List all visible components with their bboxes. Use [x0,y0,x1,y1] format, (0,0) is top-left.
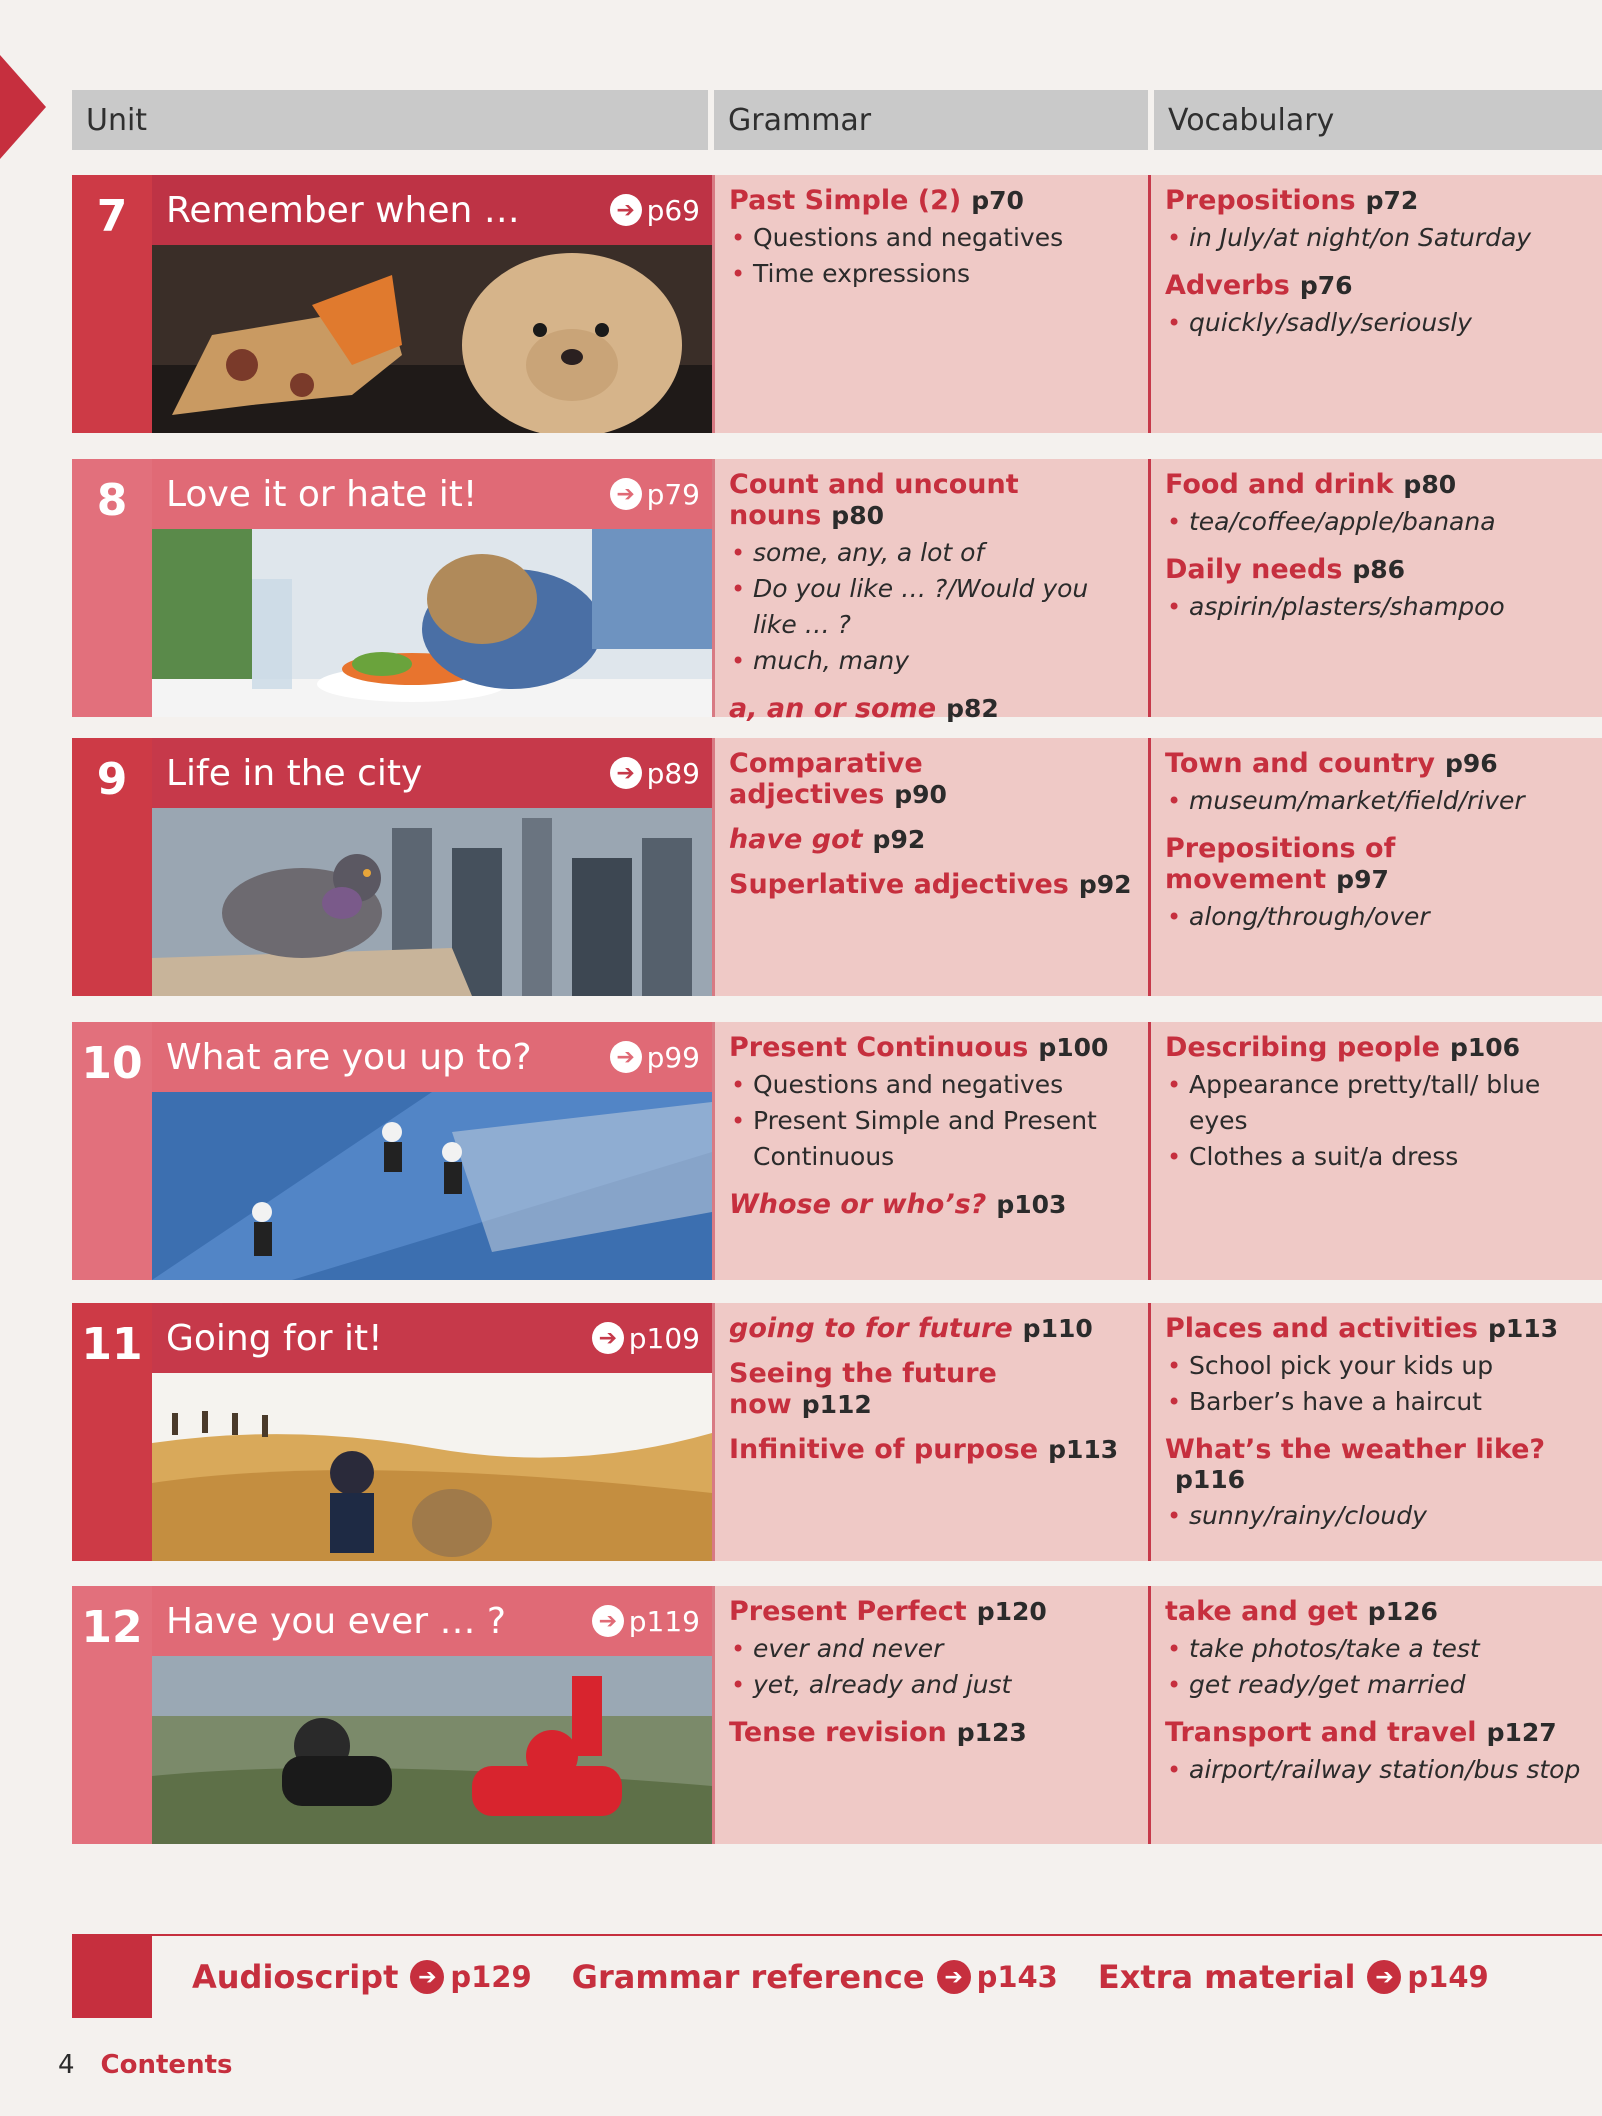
reference-bar [72,1934,1602,2018]
unit-row [72,459,1602,724]
vocab-title: Transport and travel [1165,1717,1477,1748]
vocab-entry[interactable] [1165,748,1588,819]
vocab-page: p126 [1367,1597,1438,1626]
list-item: • much, many [729,643,1134,679]
pigeon-city-photo [152,808,712,996]
vocab-page: p76 [1299,271,1353,300]
vocab-entry[interactable] [1165,185,1588,256]
page-footer [58,2050,232,2080]
unit-title: Remember when … [166,189,520,231]
unit-page: p99 [646,1040,700,1074]
extra-material-link[interactable] [1098,1958,1489,1996]
unit-cell[interactable] [72,738,712,996]
grammar-title: Count and uncount nouns [729,469,1019,531]
grammar-entry[interactable] [729,1032,1134,1175]
unit-page: p89 [646,756,700,790]
vocab-entry[interactable] [1165,1032,1588,1175]
unit-cell[interactable] [72,1303,712,1561]
corner-arrow-decoration [0,55,46,159]
list-item: • tea/coffee/apple/banana [1165,504,1588,540]
page-number: 4 [58,2050,75,2080]
vocabulary-cell [1148,175,1602,433]
unit-title: Have you ever … ? [166,1600,507,1642]
arrow-right-icon: ➔ [610,1041,642,1073]
vocab-entry[interactable] [1165,1313,1588,1420]
reference-page: p149 [1407,1960,1489,1994]
toys-photo [152,245,712,433]
grammar-page: p92 [872,825,926,854]
girl-food-photo [152,529,712,717]
arrow-right-icon: ➔ [610,194,642,226]
vocab-title: Places and activities [1165,1313,1479,1344]
grammar-entry[interactable] [729,824,1134,855]
vocab-page: p116 [1175,1465,1246,1494]
list-item: • Barber’s have a haircut [1165,1384,1588,1420]
grammar-title: Past Simple (2) [729,185,962,216]
list-item: • Clothes a suit/a dress [1165,1139,1588,1175]
reference-bar-block [72,1936,152,2018]
unit-page: p119 [628,1604,700,1638]
unit-row [72,1303,1602,1561]
unit-page: p79 [646,477,700,511]
list-item: • museum/market/field/river [1165,783,1588,819]
vocab-page: p80 [1403,470,1457,499]
audioscript-link[interactable] [192,1958,532,1996]
grammar-cell [712,1303,1148,1561]
header-unit: Unit [72,90,708,150]
list-item: • ever and never [729,1631,1134,1667]
list-item: • quickly/sadly/seriously [1165,305,1588,341]
desert-camels-photo [152,1373,712,1561]
grammar-title: have got [729,824,863,855]
unit-photo [152,245,712,433]
list-item: • Time expressions [729,256,1134,292]
grammar-page: p112 [801,1390,872,1419]
grammar-page: p123 [956,1718,1027,1747]
unit-photo [152,1656,712,1844]
list-item: • airport/railway station/bus stop [1165,1752,1588,1788]
grammar-entry[interactable] [729,1189,1134,1220]
list-item: • aspirin/plasters/shampoo [1165,589,1588,625]
grammar-title: Seeing the future now [729,1358,997,1420]
grammar-page: p100 [1038,1033,1109,1062]
list-item: • in July/at night/on Saturday [1165,220,1588,256]
unit-photo [152,1373,712,1561]
grammar-reference-link[interactable] [572,1958,1058,1996]
vocabulary-cell [1148,1022,1602,1280]
grammar-entry[interactable] [729,1313,1134,1344]
vocabulary-cell [1148,1586,1602,1844]
unit-number: 10 [72,1022,152,1280]
list-item: • Appearance pretty/tall/ blue eyes [1165,1067,1588,1139]
arrow-right-icon: ➔ [1367,1960,1401,1994]
list-item: • yet, already and just [729,1667,1134,1703]
arrow-right-icon: ➔ [592,1605,624,1637]
grammar-page: p103 [996,1190,1067,1219]
grammar-entry[interactable] [729,1596,1134,1703]
unit-cell[interactable] [72,175,712,433]
grammar-entry[interactable] [729,869,1134,900]
unit-photo [152,808,712,996]
grammar-page: p110 [1022,1314,1093,1343]
header-grammar: Grammar [714,90,1148,150]
list-item: • Do you like … ?/Would you like … ? [729,571,1134,643]
grammar-title: Present Continuous [729,1032,1029,1063]
vocab-page: p86 [1352,555,1406,584]
unit-photo [152,1092,712,1280]
grammar-title: Comparative adjectives [729,748,923,810]
grammar-title: Superlative adjectives [729,869,1069,900]
unit-page-link[interactable] [610,194,700,227]
unit-number: 9 [72,738,152,996]
vocab-entry[interactable] [1165,833,1588,935]
grammar-title: a, an or some [729,693,937,724]
grammar-entry[interactable] [729,693,1134,724]
arrow-right-icon: ➔ [610,478,642,510]
grammar-cell [712,1586,1148,1844]
vocabulary-cell [1148,1303,1602,1561]
vocab-page: p106 [1449,1033,1521,1062]
grammar-page: p70 [971,186,1024,215]
grammar-page: p82 [946,694,999,723]
table-header [72,90,1602,150]
unit-number: 12 [72,1586,152,1844]
unit-photo [152,529,712,717]
vocab-title: Town and country [1165,748,1435,779]
vocab-page: p97 [1336,865,1389,894]
unit-page-link[interactable] [610,478,700,511]
grammar-title: Present Perfect [729,1596,967,1627]
unit-number: 11 [72,1303,152,1561]
unit-page: p69 [646,193,700,227]
vocab-title: Adverbs [1165,270,1290,301]
grammar-page: p90 [894,780,947,809]
skydivers-photo [152,1656,712,1844]
list-item: • along/through/over [1165,899,1588,935]
unit-page-link[interactable] [610,757,700,790]
unit-title: Love it or hate it! [166,473,478,515]
vocabulary-cell [1148,738,1602,996]
arrow-right-icon: ➔ [592,1322,624,1354]
list-item: • sunny/rainy/cloudy [1165,1498,1588,1534]
grammar-entry[interactable] [729,1434,1134,1465]
unit-title: Life in the city [166,752,423,794]
unit-row [72,1022,1602,1280]
vocab-entry[interactable] [1165,469,1588,540]
vocab-entry[interactable] [1165,1717,1588,1788]
grammar-page: p80 [831,501,884,530]
list-item: • School pick your kids up [1165,1348,1588,1384]
unit-title: What are you up to? [166,1036,532,1078]
unit-number: 8 [72,459,152,717]
grammar-entry[interactable] [729,1358,1134,1420]
unit-row [72,175,1602,433]
list-item: • get ready/get married [1165,1667,1588,1703]
grammar-title: going to for future [729,1313,1013,1344]
grammar-page: p120 [976,1597,1047,1626]
vocab-entry[interactable] [1165,1596,1588,1703]
grammar-entry[interactable] [729,185,1134,292]
grammar-cell [712,175,1148,433]
vocab-page: p113 [1488,1314,1559,1343]
unit-cell[interactable] [72,1586,712,1844]
unit-title: Going for it! [166,1317,383,1359]
grammar-title: Tense revision [729,1717,947,1748]
unit-cell[interactable] [72,1022,712,1280]
arrow-right-icon: ➔ [937,1960,971,1994]
list-item: • Present Simple and Present Continuous [729,1103,1134,1175]
header-vocabulary: Vocabulary [1154,90,1602,150]
vocab-entry[interactable] [1165,1434,1588,1534]
grammar-entry[interactable] [729,469,1134,679]
arrow-right-icon: ➔ [610,757,642,789]
unit-cell[interactable] [72,459,712,717]
unit-page-link[interactable] [610,1041,700,1074]
grammar-page: p92 [1078,870,1132,899]
vocab-title: Prepositions of movement [1165,833,1396,895]
arrow-right-icon: ➔ [410,1960,444,1994]
reference-page: p129 [450,1960,532,1994]
vocab-title: take and get [1165,1596,1358,1627]
reference-label: Audioscript [192,1958,399,1996]
unit-row [72,738,1602,996]
reference-page: p143 [976,1960,1058,1994]
grammar-title: Infinitive of purpose [729,1434,1039,1465]
vocabulary-cell [1148,459,1602,717]
vocab-title: Daily needs [1165,554,1343,585]
unit-page-link[interactable] [592,1322,700,1355]
reference-label: Extra material [1097,1958,1356,1996]
vocab-title: Describing people [1165,1032,1440,1063]
vocab-page: p127 [1486,1718,1557,1747]
list-item: • some, any, a lot of [729,535,1134,571]
vocab-entry[interactable] [1165,554,1588,625]
list-item: • Questions and negatives [729,220,1134,256]
vocab-title: What’s the weather like? [1165,1434,1546,1465]
vocab-page: p96 [1444,749,1498,778]
vocab-page: p72 [1365,186,1419,215]
reference-label: Grammar reference [571,1958,925,1996]
vocab-entry[interactable] [1165,270,1588,341]
grammar-cell [712,1022,1148,1280]
list-item: • take photos/take a test [1165,1631,1588,1667]
grammar-entry[interactable] [729,748,1134,810]
window-cleaners-photo [152,1092,712,1280]
vocab-title: Food and drink [1165,469,1394,500]
grammar-page: p113 [1048,1435,1119,1464]
unit-page: p109 [628,1321,700,1355]
vocab-title: Prepositions [1165,185,1356,216]
grammar-title: Whose or who’s? [729,1189,987,1220]
grammar-entry[interactable] [729,1717,1134,1748]
list-item: • Questions and negatives [729,1067,1134,1103]
grammar-cell [712,459,1148,724]
footer-section-label: Contents [100,2050,233,2080]
unit-row [72,1586,1602,1844]
grammar-cell [712,738,1148,996]
unit-number: 7 [72,175,152,433]
unit-page-link[interactable] [592,1605,700,1638]
